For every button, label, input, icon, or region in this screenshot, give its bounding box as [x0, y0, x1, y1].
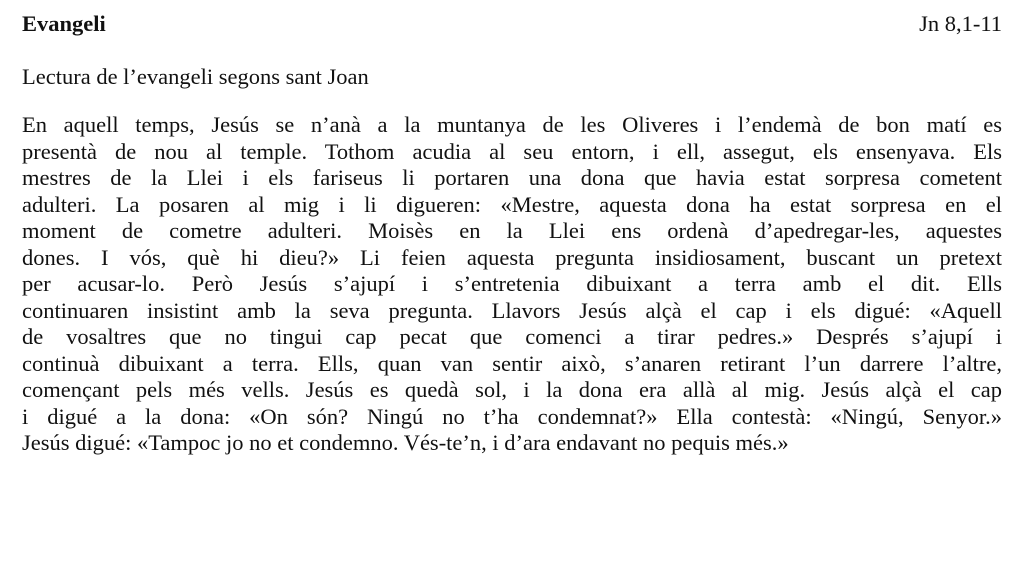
- body-line: de vosaltres que no tingui cap pecat que comenci a tirar pedres.» Després s’ajupí i: [22, 324, 1002, 349]
- body-line: continuà dibuixant a terra. Ells, quan van sentir això, s’anaren retirant l’un darrere l’altre,: [22, 350, 1002, 376]
- reading-header: [22, 8, 1002, 40]
- body-line: dones. I vós, què hi dieu?» Li feien aquesta pregunta insidiosament, buscant un pretext: [22, 244, 1002, 270]
- body-line: mestres de la Llei i els fariseus li portaren una dona que havia estat sorpresa cometent: [22, 165, 1002, 190]
- body-line: per acusar-lo. Però Jesús s’ajupí i s’entretenia dibuixant a terra amb el dit. Ells: [22, 271, 1002, 296]
- body-line: adulteri. La posaren al mig i li digueren: «Mestre, aquesta dona ha estat sorpresa en el: [22, 191, 1002, 217]
- body-line: moment de cometre adulteri. Moisès en la Llei ens ordenà d’apedregar-les, aquestes: [22, 218, 1002, 243]
- body-line: continuaren insistint amb la seva pregunta. Llavors Jesús alçà el cap i els digué: «Aquell: [22, 297, 1002, 323]
- reading-page: [22, 8, 1002, 457]
- reading-subtitle: Lectura de l’evangeli segons sant Joan: [22, 64, 369, 89]
- body-line: començant pels més vells. Jesús es quedà sol, i la dona era allà al mig. Jesús alçà el cap: [22, 377, 1002, 402]
- body-line: En aquell temps, Jesús se n’anà a la muntanya de les Oliveres i l’endemà de bon matí es: [22, 112, 1002, 137]
- scripture-reference: Jn 8,1-11: [919, 11, 1002, 36]
- body-line: presentà de nou al temple. Tothom acudia al seu entorn, i ell, assegut, els ensenyava. Els: [22, 138, 1002, 164]
- reading-body: [22, 112, 1002, 457]
- reading-title: Evangeli: [22, 11, 106, 36]
- body-line: Jesús digué: «Tampoc jo no et condemno. Vés-te’n, i d’ara endavant no pequis més.»: [22, 430, 789, 455]
- body-line: i digué a la dona: «On són? Ningú no t’ha condemnat?» Ella contestà: «Ningú, Senyor.»: [22, 403, 1002, 429]
